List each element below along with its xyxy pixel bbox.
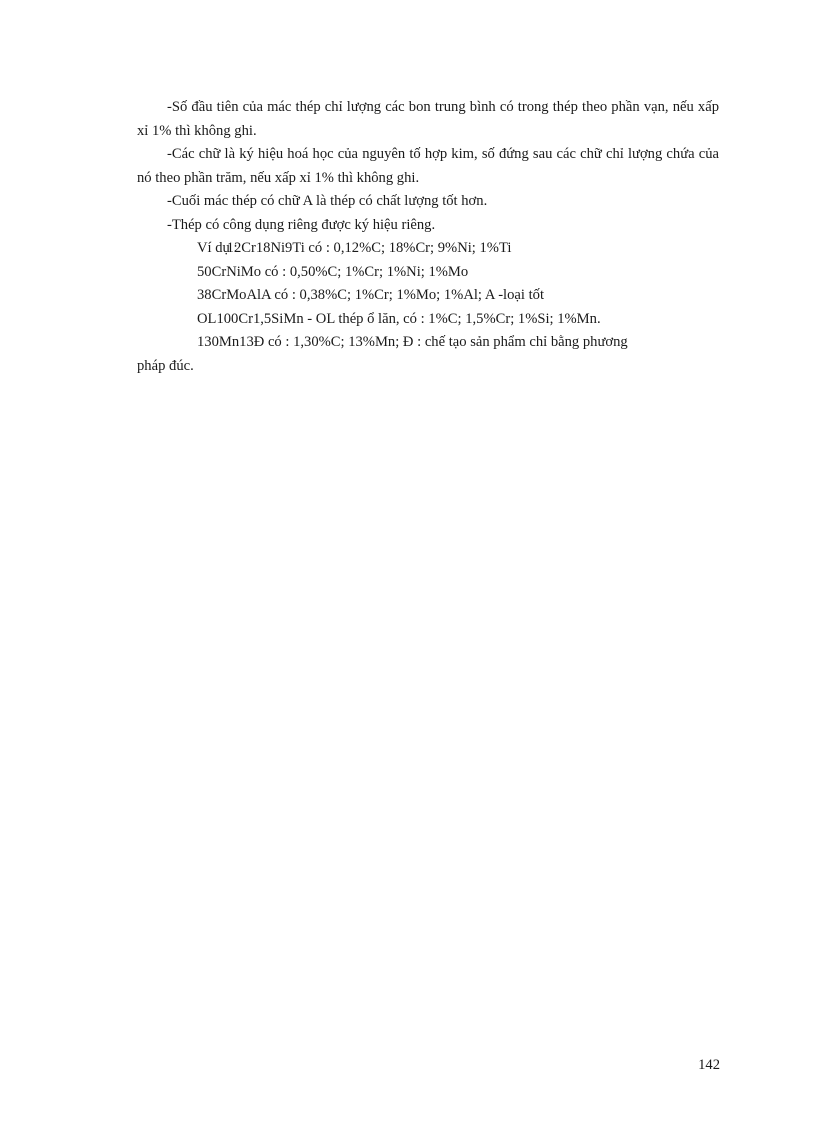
- example-line-3: 38CrMoAlA có : 0,38%C; 1%Cr; 1%Mo; 1%Al; A -loại tốt: [197, 287, 544, 303]
- example-continuation: pháp đúc.: [137, 357, 194, 374]
- paragraph-carbon-content: -Số đầu tiên của mác thép chỉ lượng các bon trung bình có trong thép theo phần vạn, nếu xấp xỉ 1% thì không ghi.: [137, 99, 719, 139]
- paragraph-quality-suffix: -Cuối mác thép có chữ A là thép có chất lượng tốt hơn.: [167, 193, 488, 209]
- example-line-5: 130Mn13Đ có : 1,30%C; 13%Mn; Đ : chế tạo sản phẩm chỉ bằng phương: [197, 334, 628, 350]
- page-number: 142: [698, 1057, 720, 1073]
- example-label: Ví dụ :: [197, 240, 238, 256]
- example-line-2: 50CrNiMo có : 0,50%C; 1%Cr; 1%Ni; 1%Mo: [197, 263, 469, 280]
- paragraph-special-purpose: -Thép có công dụng riêng được ký hiệu riêng.: [167, 216, 436, 233]
- example-line-1: [137, 237, 719, 261]
- paragraph-alloy-symbols: -Các chữ là ký hiệu hoá học của nguyên tố hợp kim, số đứng sau các chữ chỉ lượng chứa của nó theo phần trăm, nếu xấp xỉ 1% thì không ghi.: [137, 146, 719, 186]
- example-line-4: OL100Cr1,5SiMn - OL thép ổ lăn, có : 1%C; 1,5%Cr; 1%Si; 1%Mn.: [197, 310, 601, 327]
- body-text: [137, 96, 719, 378]
- example-item: 12Cr18Ni9Ti có : 0,12%C; 18%Cr; 9%Ni; 1%Ti: [226, 240, 512, 256]
